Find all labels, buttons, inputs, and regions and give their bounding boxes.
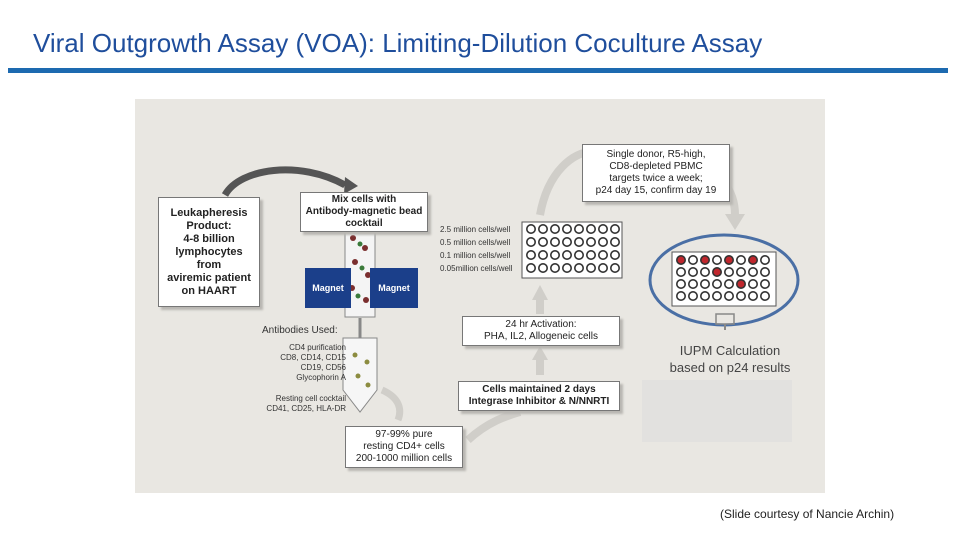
plate-well — [677, 268, 685, 276]
plate-well — [749, 292, 757, 300]
dilution-label: 0.5 million cells/well — [440, 238, 511, 247]
positive-well — [749, 256, 757, 264]
ab-line: CD4 purification — [289, 343, 346, 352]
plate-well — [749, 280, 757, 288]
plate-well — [689, 268, 697, 276]
plate-well — [587, 251, 595, 259]
maintained-box — [458, 381, 620, 411]
mix-line: Antibody-magnetic bead — [305, 206, 423, 217]
plate-well — [737, 292, 745, 300]
cd4-purification-list — [262, 343, 346, 383]
leuk-line: Product: — [186, 219, 232, 232]
plate-well — [551, 225, 559, 233]
plate-well — [749, 268, 757, 276]
plate-well — [539, 225, 547, 233]
curved-arrow-bottom — [468, 412, 520, 440]
up-arrow-2 — [532, 346, 548, 360]
plate-well — [701, 280, 709, 288]
magnet-right: Magnet — [370, 268, 418, 308]
plate-well — [611, 225, 619, 233]
leuk-line: Leukapheresis — [170, 206, 248, 219]
plate-well — [599, 251, 607, 259]
ab-line: CD19, CD56 — [300, 363, 346, 372]
plate-well — [761, 292, 769, 300]
plate-well — [575, 251, 583, 259]
plate-well — [677, 292, 685, 300]
mix-cells-box — [300, 192, 428, 232]
leukapheresis-box — [158, 197, 260, 307]
donor-line: CD8-depleted PBMC — [609, 161, 703, 172]
plate-well — [611, 251, 619, 259]
positive-well — [737, 280, 745, 288]
activation-box — [462, 316, 620, 346]
leuk-line: lymphocytes — [175, 245, 243, 258]
plate-well — [539, 251, 547, 259]
leuk-line: from — [196, 258, 222, 271]
magnet-left: Magnet — [305, 268, 351, 308]
donor-line: Single donor, R5-high, — [606, 149, 706, 160]
plate-well — [527, 225, 535, 233]
pure-cells-box — [345, 426, 463, 468]
plate-well — [599, 238, 607, 246]
positive-well — [725, 256, 733, 264]
plate-well — [551, 264, 559, 272]
plate-well — [725, 292, 733, 300]
dilution-label: 0.1 million cells/well — [440, 251, 511, 260]
plate-well — [575, 264, 583, 272]
plate-well — [575, 225, 583, 233]
maintained-line: Cells maintained 2 days — [482, 384, 596, 395]
iupm-line: IUPM Calculation — [679, 343, 781, 358]
activation-line: PHA, IL2, Allogeneic cells — [484, 331, 598, 342]
slide-courtesy: (Slide courtesy of Nancie Archin) — [720, 507, 895, 521]
plate-well — [587, 238, 595, 246]
down-arrow — [382, 390, 400, 420]
plate-well — [599, 225, 607, 233]
plate-well — [701, 292, 709, 300]
leuk-line: on HAART — [181, 284, 237, 297]
plate-well — [737, 256, 745, 264]
iupm-line: based on p24 results — [669, 360, 791, 375]
plate-well — [527, 264, 535, 272]
positive-well — [713, 268, 721, 276]
dilution-label: 0.05million cells/well — [440, 264, 513, 273]
slide-title: Viral Outgrowth Assay (VOA): Limiting-Dilution Coculture Assay — [33, 28, 763, 58]
donor-line: p24 day 15, confirm day 19 — [595, 185, 717, 196]
ab-line: Glycophorin A — [296, 373, 346, 382]
plate-well — [527, 251, 535, 259]
ab-line: CD41, CD25, HLA-DR — [266, 404, 346, 413]
plate-well — [551, 251, 559, 259]
plate-well — [761, 256, 769, 264]
leuk-line: aviremic patient — [167, 271, 251, 284]
plate-well — [563, 225, 571, 233]
activation-line: 24 hr Activation: — [505, 319, 577, 330]
plate-well — [563, 264, 571, 272]
positive-well — [701, 256, 709, 264]
up-arrow-1 — [532, 285, 548, 300]
plate-well — [563, 238, 571, 246]
plate-well — [689, 280, 697, 288]
single-donor-box — [582, 144, 730, 202]
plate-well — [689, 256, 697, 264]
plate-well — [587, 264, 595, 272]
donor-line: targets twice a week; — [609, 173, 703, 184]
positive-well — [677, 256, 685, 264]
dilution-label: 2.5 million cells/well — [440, 225, 511, 234]
resting-cocktail-list — [250, 394, 346, 414]
leuk-line: 4-8 billion — [183, 232, 235, 245]
plate-well — [587, 225, 595, 233]
pure-line: 200-1000 million cells — [355, 453, 453, 464]
plate-well — [539, 238, 547, 246]
plate-well — [701, 268, 709, 276]
plate-well — [575, 238, 583, 246]
plate-well — [725, 280, 733, 288]
plate-well — [713, 256, 721, 264]
plate-well — [611, 264, 619, 272]
plate-well — [539, 264, 547, 272]
plate-well — [737, 268, 745, 276]
plate-well — [713, 280, 721, 288]
plate-well — [551, 238, 559, 246]
antibodies-heading: Antibodies Used: — [262, 325, 338, 336]
ab-line: CD8, CD14, CD15 — [280, 353, 346, 362]
plate-well — [611, 238, 619, 246]
plate-well — [761, 268, 769, 276]
plate-well — [713, 292, 721, 300]
ab-line: Resting cell cocktail — [275, 394, 346, 403]
pure-line: 97-99% pure — [375, 429, 433, 440]
iupm-background — [642, 380, 792, 442]
plate-well — [761, 280, 769, 288]
plate-well — [599, 264, 607, 272]
mix-line: cocktail — [345, 218, 383, 229]
plate-well — [725, 268, 733, 276]
mix-line: Mix cells with — [331, 194, 397, 205]
pure-line: resting CD4+ cells — [363, 441, 445, 452]
iupm-caption — [660, 342, 800, 376]
maintained-line: Integrase Inhibitor & N/NNRTI — [468, 396, 610, 407]
plate-well — [677, 280, 685, 288]
plate-well — [563, 251, 571, 259]
plate-well — [527, 238, 535, 246]
plate-well — [689, 292, 697, 300]
